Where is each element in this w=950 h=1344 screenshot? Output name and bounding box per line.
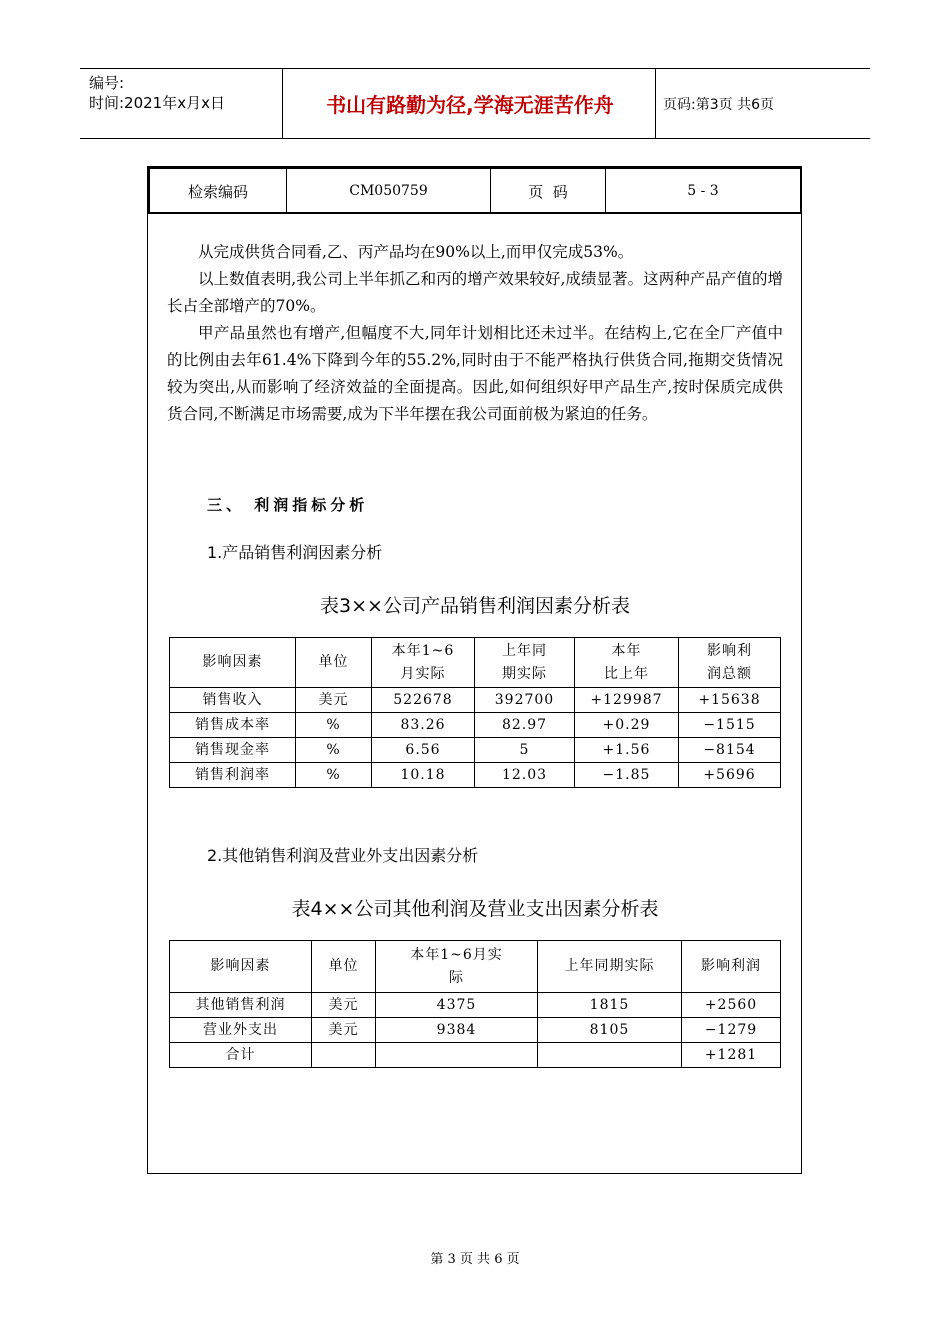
table-cell: % [296,713,372,738]
table-cell: 4375 [376,993,538,1018]
header-motto: 书山有路勤为径,学海无涯苦作舟 [326,93,614,117]
table-cell: −1279 [682,1018,781,1043]
table-cell: 合计 [170,1043,312,1068]
table-cell: +5696 [679,763,781,788]
paragraph: 甲产品虽然也有增产,但幅度不大,同年计划相比还未过半。在结构上,它在全厂产值中的比例由去年61.4%下降到今年的55.2%,同时由于不能严格执行供货合同,拖期交货情况较为突出,从而影响了经济效益的全面提高。因此,如何组织好甲产品生产,按时保质完成供货合同,不断满足市场需要,成为下半年摆在我公司面前极为紧迫的任务。 [167,324,783,423]
table-header-cell: 单位 [312,941,376,993]
index-code-value: CM050759 [287,169,491,214]
section-heading: 三、 利润指标分析 [207,496,369,514]
subsection-heading: 2.其他销售利润及营业外支出因素分析 [207,846,479,865]
table3-title: 表3××公司产品销售利润因素分析表 [320,595,630,617]
table-header-cell: 本年1~6月实 际 [376,941,538,993]
table-cell: % [296,738,372,763]
table-cell: 销售收入 [170,688,296,713]
table-cell: +1281 [682,1043,781,1068]
table-cell: 销售利润率 [170,763,296,788]
page-footer: 第 3 页 共 6 页 [430,1252,520,1267]
table-cell: 1815 [538,993,682,1018]
header-page-number: 页码:第3页 共6页 [663,96,774,113]
table-row [170,688,781,713]
table-cell [538,1043,682,1068]
table-cell: 10.18 [372,763,475,788]
table-cell: 82.97 [475,713,575,738]
table-header-cell: 上年同期实际 [538,941,682,993]
table-cell: 83.26 [372,713,475,738]
table-row [170,763,781,788]
table-cell: 美元 [312,993,376,1018]
table-row [170,738,781,763]
table-cell: 392700 [475,688,575,713]
table-cell: 销售现金率 [170,738,296,763]
table-cell: 12.03 [475,763,575,788]
table-cell: 5 [475,738,575,763]
table-cell: 9384 [376,1018,538,1043]
table-row [170,1043,781,1068]
table-header-cell: 上年同 期实际 [475,638,575,688]
table-row [170,993,781,1018]
index-page-value: 5 - 3 [606,169,801,214]
table-cell: −1515 [679,713,781,738]
index-code-label: 检索编码 [150,169,287,214]
table-header-cell: 影响因素 [170,638,296,688]
table-header-cell: 单位 [296,638,372,688]
header-meta [89,73,225,113]
index-page-label: 页 码 [491,169,606,214]
table-cell: 营业外支出 [170,1018,312,1043]
table-cell: 其他销售利润 [170,993,312,1018]
body-text [167,239,783,428]
table-row [170,713,781,738]
table-cell: −1.85 [575,763,679,788]
table4-title: 表4××公司其他利润及营业支出因素分析表 [291,898,659,920]
table-header-cell: 本年1~6 月实际 [372,638,475,688]
paragraph: 从完成供货合同看,乙、丙产品均在90%以上,而甲仅完成53%。 [198,243,634,261]
index-bar [149,168,801,214]
table-cell: +129987 [575,688,679,713]
table-cell: 8105 [538,1018,682,1043]
paragraph: 以上数值表明,我公司上半年抓乙和丙的增产效果较好,成绩显著。这两种产品产值的增长占全部增产的70%。 [167,270,783,315]
table-cell: −8154 [679,738,781,763]
table-header-cell: 影响利 润总额 [679,638,781,688]
table-row [170,1018,781,1043]
subsection-heading: 1.产品销售利润因素分析 [207,543,383,562]
table-cell: +1.56 [575,738,679,763]
table-cell: 6.56 [372,738,475,763]
table-cell [312,1043,376,1068]
header-time: 时间:2021年x月x日 [89,94,225,112]
table-cell [376,1043,538,1068]
table-header-cell: 影响因素 [170,941,312,993]
table-cell: +15638 [679,688,781,713]
table-cell: 销售成本率 [170,713,296,738]
table-cell: % [296,763,372,788]
table-cell: 美元 [312,1018,376,1043]
table-header-cell: 本年 比上年 [575,638,679,688]
table-cell: +2560 [682,993,781,1018]
table4 [169,940,781,1068]
table-cell: 美元 [296,688,372,713]
table3 [169,637,781,788]
page-header [80,68,870,139]
table-cell: +0.29 [575,713,679,738]
table-cell: 522678 [372,688,475,713]
table-header-cell: 影响利润 [682,941,781,993]
header-number: 编号: [89,74,125,92]
